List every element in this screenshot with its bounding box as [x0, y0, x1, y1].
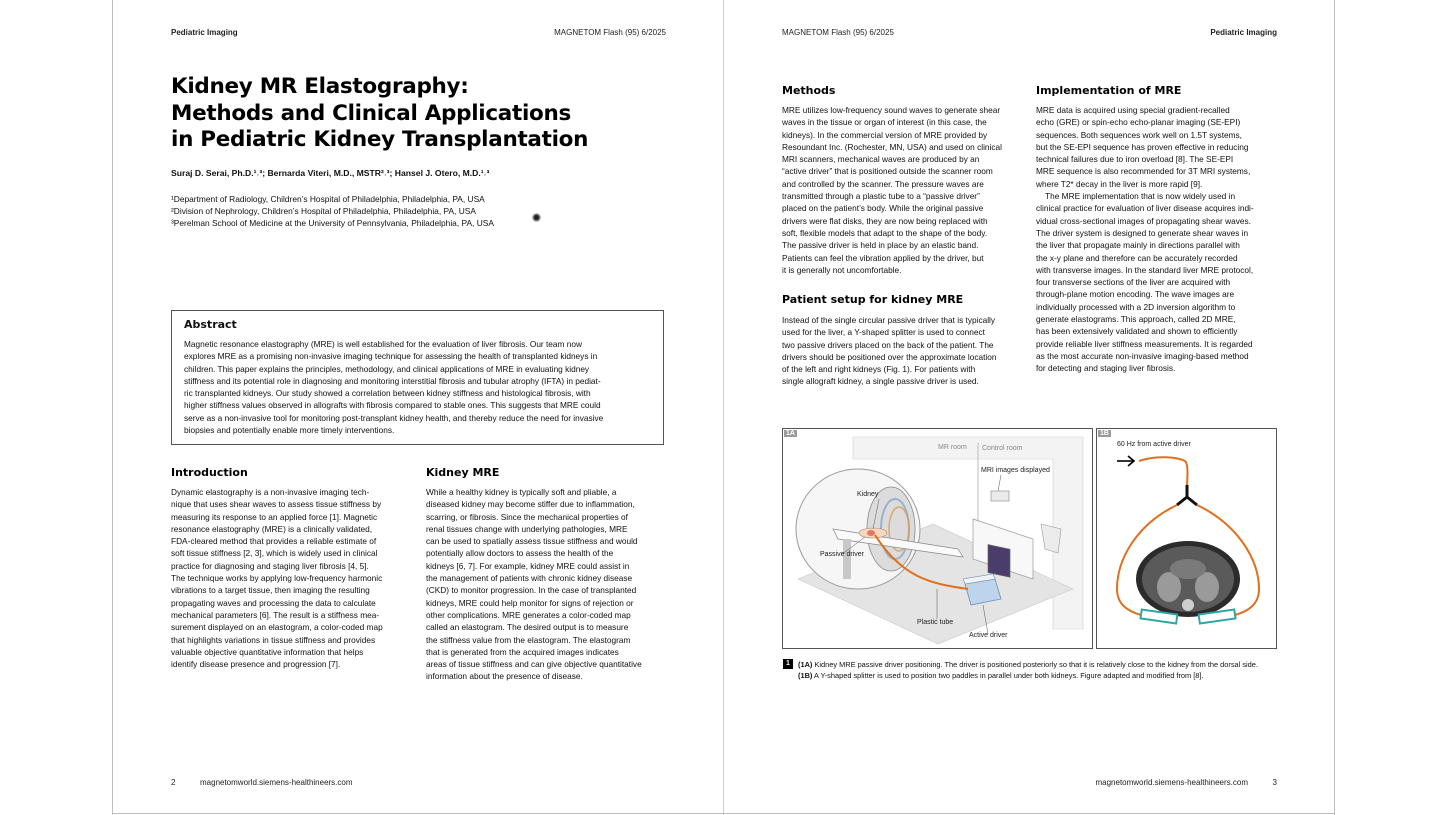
right-footer-url[interactable]: magnetomworld.siemens-healthineers.com	[1095, 778, 1248, 787]
text-line: that is generated from the acquired images indicates	[426, 646, 619, 657]
text-line: “active driver” that is positioned outside the scanner room	[782, 166, 993, 177]
text-line: provide reliable liver stiffness measurements. It is regarded	[1036, 338, 1253, 349]
title-line: in Pediatric Kidney Transplantation	[171, 127, 589, 152]
monitor	[988, 545, 1010, 578]
text-line: transmitted through a plastic tube to a “passive driver”	[782, 191, 980, 202]
text-line: that highlights variations in tissue stiffness and provides	[171, 634, 376, 645]
text-line: MRE data is acquired using special gradient-recalled	[1036, 105, 1230, 115]
spine-image	[1182, 599, 1194, 611]
introduction-heading: Introduction	[171, 466, 248, 479]
text-line: Resoundant Inc. (Rochester, MN, USA) and used on clinical	[782, 141, 1002, 152]
patient-setup-body	[782, 314, 1027, 388]
authors: Suraj D. Serai, Ph.D.¹˒³; Bernarda Viteri, M.D., MSTR²˒³; Hansel J. Otero, M.D.¹˒³	[171, 168, 490, 178]
text-line: soft, flexible models that adapt to the shape of the body.	[782, 227, 988, 238]
active-driver-label: Active driver	[969, 632, 1008, 639]
patient-setup-heading: Patient setup for kidney MRE	[782, 293, 964, 306]
kidney-shape	[867, 530, 875, 536]
text-line: MRE sequence is also recommended for 3T MRI systems,	[1036, 166, 1251, 177]
text-line: nique that uses shear waves to assess tissue stiffness by	[171, 499, 382, 510]
text-line: resonance elastography (MRE) is a clinically validated,	[171, 523, 373, 534]
caption-tag: (1B)	[798, 671, 813, 680]
text-line: practice for diagnosing and staging liver fibrosis [4, 5].	[171, 560, 369, 571]
text-line: Patients can feel the vibration applied by the driver, but	[782, 252, 984, 263]
text-line: of the left and right kidneys (Fig. 1). For patients with	[782, 364, 976, 375]
text-line: surement displayed on an elastogram, a color-coded map	[171, 622, 383, 633]
left-header-issue: MAGNETOM Flash (95) 6/2025	[554, 28, 666, 37]
abstract-line: children. This paper explains the principles, methodology, and clinical applications of MRE in evaluating kidney	[184, 363, 590, 374]
methods-heading: Methods	[782, 84, 836, 97]
text-line: mechanical parameters [6]. The result is a stiffness mea-	[171, 609, 380, 620]
panel-tag: 1B	[1100, 430, 1109, 437]
text-line: other complications. MRE generates a color-coded map	[426, 609, 631, 620]
text-line: valuable objective quantitative information that helps	[171, 646, 364, 657]
affiliation: ¹Department of Radiology, Children’s Hospital of Philadelphia, Philadelphia, PA, USA	[171, 194, 485, 204]
text-line: for detecting and staging liver fibrosis.	[1036, 363, 1176, 374]
y-splitter	[1177, 485, 1197, 505]
text-line: drivers were flat disks, they are now being replaced with	[782, 215, 988, 226]
scanner-room-illustration	[783, 429, 1092, 648]
text-line: vidual cross-sectional images of propagating shear waves.	[1036, 215, 1251, 226]
text-line: where T2* decay in the liver is more rapid [9].	[1036, 178, 1203, 189]
text-line: it is generally not uncomfortable.	[782, 264, 902, 275]
abstract-body	[184, 338, 654, 436]
passive-driver-label: Passive driver	[820, 551, 864, 558]
chair	[1041, 524, 1061, 553]
text-line: single allograft kidney, a single passive driver is used.	[782, 376, 979, 387]
text-line: propagating waves and processing the data to calculate	[171, 597, 376, 608]
figure-1a-panel	[782, 428, 1093, 649]
text-line: four transverse sections of the liver are acquired with	[1036, 277, 1231, 288]
text-line: through-plane motion encoding. The wave images are	[1036, 289, 1235, 300]
text-line: individually processed with a 2D inversion algorithm to	[1036, 301, 1236, 312]
text-line: The driver system is designed to generate shear waves in	[1036, 227, 1249, 238]
text-line: measuring its response to an applied force [1]. Magnetic	[171, 511, 378, 522]
text-line: MRI scanners, mechanical waves are produced by an	[782, 154, 980, 165]
text-line: The MRE implementation that is now widely used in	[1036, 191, 1236, 202]
table-leg	[843, 539, 851, 579]
text-line: (CKD) to monitor progression. In the case of transplanted	[426, 585, 637, 596]
text-line: soft tissue stiffness [2, 3], which is widely used in clinical	[171, 548, 378, 559]
left-footer-url[interactable]: magnetomworld.siemens-healthineers.com	[200, 778, 353, 787]
kidney-mre-heading: Kidney MRE	[426, 466, 500, 479]
right-header-section: Pediatric Imaging	[1210, 28, 1277, 37]
text-line: and controlled by the scanner. The pressure waves are	[782, 178, 984, 189]
text-line: the management of patients with chronic kidney disease	[426, 573, 633, 584]
text-line: vibrations to a target tissue, then imaging the resulting	[171, 585, 370, 596]
right-header-issue: MAGNETOM Flash (95) 6/2025	[782, 28, 894, 37]
text-line: but the SE-EPI sequence has proven effective in reducing	[1036, 141, 1249, 152]
text-line: the x-y plane and therefore can be accurately recorded	[1036, 252, 1238, 263]
figure-1b-panel	[1096, 428, 1277, 649]
abstract-line: higher stiffness values observed in allografts with fibrosis compared to stable ones. This suggests that MRE could	[184, 400, 601, 411]
text-line: generate elastograms. This approach, called 2D MRE,	[1036, 314, 1236, 325]
text-line: renal tissues change with underlying pathologies, MRE	[426, 523, 628, 534]
text-line: drivers should be positioned over the approximate location	[782, 351, 997, 362]
abstract-line: ric transplanted kidneys. Our study showed a correlation between kidney stiffness and histological fibrosis, with	[184, 388, 591, 399]
text-line: called an elastogram. The desired output is to measure	[426, 622, 629, 633]
text-line: two passive drivers placed on the back of the patient. The	[782, 339, 994, 350]
abstract-line: serve as a non-invasive tool for monitoring post-transplant kidney health, and thereby reduce the need for invasive	[184, 412, 604, 423]
implementation-heading: Implementation of MRE	[1036, 84, 1182, 97]
plastic-tube-label: Plastic tube	[917, 619, 954, 626]
text-line: identify disease presence and progression [7].	[171, 659, 341, 670]
left-header-section: Pediatric Imaging	[171, 28, 238, 37]
abstract-line: biopsies and potentially enable more timely interventions.	[184, 425, 395, 436]
text-line: diseased kidney may become stiffer due to inflammation,	[426, 499, 635, 510]
text-line: scarring, or fibrosis. Since the mechanical properties of	[426, 511, 628, 522]
text-line: echo (GRE) or spin-echo echo-planar imaging (SE-EPI)	[1036, 117, 1241, 128]
affiliation: ³Perelman School of Medicine at the University of Pennsylvania, Philadelphia, PA, USA	[171, 218, 494, 228]
text-line: FDA-cleared method that provides a reliable estimate of	[171, 536, 377, 547]
text-line: with transverse images. In the standard liver MRE protocol,	[1036, 264, 1254, 275]
text-line: has been extensively validated and shown to efficiently	[1036, 326, 1238, 337]
dust-speck	[532, 213, 541, 222]
abstract-heading: Abstract	[184, 318, 237, 331]
text-line: The technique works by applying low-frequency harmonic	[171, 573, 383, 584]
text-line: the stiffness value from the elastogram. The elastogram	[426, 634, 631, 645]
methods-body	[782, 104, 1027, 276]
caption-text: A Y-shaped splitter is used to position two paddles in parallel under both kidneys. Figure adapted and modified from [8].	[814, 671, 1204, 680]
text-line: the liver that propagate mainly in directions parallel with	[1036, 240, 1240, 251]
text-line: clinical practice for evaluation of liver disease acquires indi-	[1036, 203, 1254, 214]
monitor-back	[991, 491, 1009, 501]
text-line: sequences. Both sequences work well on 1.5T systems,	[1036, 129, 1242, 140]
implementation-body	[1036, 104, 1281, 375]
text-line: can be used to spatially assess tissue stiffness and would	[426, 536, 638, 547]
text-line: kidneys, MRE could help monitor for signs of rejection or	[426, 597, 634, 608]
caption-tag: (1A)	[798, 660, 813, 669]
left-page-edge	[112, 0, 113, 815]
text-line: The passive driver is held in place by an elastic band.	[782, 240, 979, 251]
mr-room-label: MR room	[938, 444, 967, 451]
control-room-label: Control room	[982, 445, 1023, 452]
page-spine	[723, 0, 724, 815]
kidney-label: Kidney	[857, 491, 879, 498]
text-line: areas of tissue stiffness and can give objective quantitative	[426, 659, 642, 670]
panel-tag: 1A	[786, 430, 795, 437]
title-line: Methods and Clinical Applications	[171, 100, 572, 126]
abstract-line: Magnetic resonance elastography (MRE) is well established for the evaluation of liver fibrosis. Our team now	[184, 339, 582, 349]
right-page-edge	[1334, 0, 1335, 815]
caption-text: Kidney MRE passive driver positioning. The driver is positioned posteriorly so that it is relatively close to the kidney from the dorsal side.	[814, 660, 1258, 669]
text-line: used for the liver, a Y-shaped splitter is used to connect	[782, 327, 985, 338]
text-line: information about the presence of disease.	[426, 671, 583, 682]
abstract-line: stiffness and its potential role in diagnosing and monitoring interstitial fibrosis and tubular atrophy (IFTA) in pediat-	[184, 375, 601, 386]
text-line: Instead of the single circular passive driver that is typically	[782, 315, 996, 325]
caption-line	[798, 659, 1258, 670]
figure-caption	[798, 659, 1258, 681]
text-line: technical failures due to iron overload [8]. The SE-EPI	[1036, 154, 1234, 165]
y-splitter-illustration	[1097, 429, 1276, 648]
text-line: kidneys [6, 7]. For example, kidney MRE could assist in	[426, 560, 630, 571]
affiliation: ²Division of Nephrology, Children’s Hospital of Philadelphia, Philadelphia, PA, USA	[171, 206, 476, 216]
text-line: waves in the tissue or organ of interest (in this case, the	[782, 117, 987, 128]
hz-label: 60 Hz from active driver	[1117, 441, 1191, 448]
text-line: placed on the patient’s body. While the original passive	[782, 203, 984, 214]
right-page-number: 3	[1272, 778, 1277, 787]
text-line: potentially allow doctors to assess the health of the	[426, 548, 614, 559]
caption-line	[798, 670, 1258, 681]
introduction-body	[171, 486, 411, 670]
bottom-edge	[112, 813, 1335, 814]
text-line: as the most accurate non-invasive imaging-based method	[1036, 350, 1249, 361]
article-title	[171, 74, 631, 154]
figure-number-badge: 1	[783, 659, 793, 669]
mri-images-label: MRI images displayed	[981, 467, 1050, 474]
abstract-line: explores MRE as a promising non-invasive imaging technique for assessing the health of transplanted kidneys in	[184, 351, 598, 362]
title-line: Kidney MR Elastography:	[171, 74, 469, 99]
kidney-mre-body	[426, 486, 666, 683]
text-line: kidneys). In the commercial version of MRE provided by	[782, 129, 988, 140]
left-page-number: 2	[171, 778, 176, 787]
text-line: Dynamic elastography is a non-invasive imaging tech-	[171, 487, 370, 497]
text-line: MRE utilizes low-frequency sound waves to generate shear	[782, 105, 1001, 115]
input-tube	[1139, 457, 1188, 487]
text-line: While a healthy kidney is typically soft and pliable, a	[426, 487, 617, 497]
